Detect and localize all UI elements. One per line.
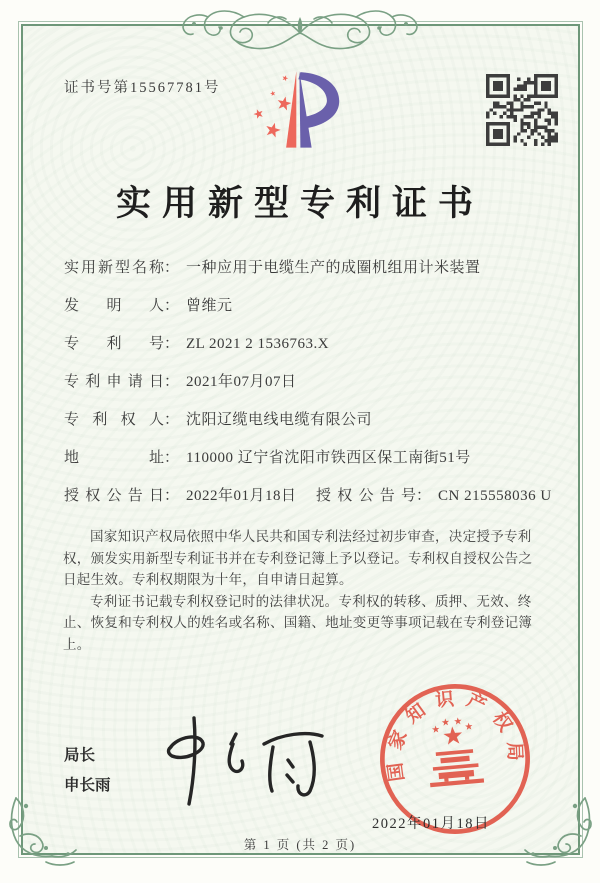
- field-value: ZL 2021 2 1536763.X: [186, 336, 330, 352]
- field-label: 授权公告号: [316, 488, 416, 504]
- legal-text: [63, 526, 541, 655]
- commissioner-title: 局长: [64, 747, 96, 764]
- qr-code: [486, 74, 558, 146]
- field-inventor: 发明人： 曾维元: [64, 298, 233, 314]
- certificate-title: 实用新型专利证书: [115, 184, 484, 223]
- field-value: 2022年01月18日: [186, 488, 297, 504]
- field-value: 2021年07月07日: [186, 374, 297, 390]
- field-filing-date: 专利申请日： 2021年07月07日: [64, 374, 297, 390]
- commissioner-name: 申长雨: [64, 777, 111, 794]
- field-label: 专利权人: [64, 412, 164, 428]
- seal-text: 国家知识产权局: [383, 688, 526, 783]
- field-label: 发明人: [64, 298, 164, 314]
- field-value: 110000 辽宁省沈阳市铁西区保工南街51号: [186, 450, 471, 466]
- legal-paragraph-1: 国家知识产权局依照中华人民共和国专利法经过初步审查，决定授予专利权，颁发实用新型专利证书并在专利登记簿上予以登记。专利权自授权公告之日起生效。专利权期限为十年，自申请日起算。: [63, 529, 533, 587]
- page-footer: 第 1 页 (共 2 页): [243, 838, 357, 852]
- field-utility-model-name: 实用新型名称： 一种应用于电缆生产的成圈机组用计米装置: [64, 260, 481, 276]
- field-value: 曾维元: [186, 298, 233, 314]
- commissioner-block: [64, 741, 111, 801]
- field-label: 专利申请日: [64, 374, 164, 390]
- legal-paragraph-2: 专利证书记载专利权登记时的法律状况。专利权的转移、质押、无效、终止、恢复和专利权人的姓名或名称、国籍、地址变更等事项记载在专利登记簿上。: [63, 593, 533, 652]
- seal-date: 2022年01月18日: [372, 816, 490, 832]
- field-value: 沈阳辽缆电线电缆有限公司: [186, 412, 373, 428]
- field-patent-number: 专利号： ZL 2021 2 1536763.X: [64, 336, 330, 352]
- field-patentee: 专利权人： 沈阳辽缆电线电缆有限公司: [64, 412, 373, 428]
- top-flourish-ornament-icon: [172, 3, 428, 55]
- field-grant-date-and-number: 授权公告日： 2022年01月18日 授权公告号： CN 215558036 U: [64, 488, 552, 504]
- field-value: CN 215558036 U: [438, 488, 552, 504]
- cnipa-logo-icon: [238, 66, 373, 168]
- field-label: 地址: [64, 450, 164, 466]
- field-rows: [64, 258, 564, 524]
- certificate-number: 证书号第15567781号: [64, 80, 221, 96]
- field-address: 地址： 110000 辽宁省沈阳市铁西区保工南街51号: [64, 450, 471, 466]
- handwritten-signature-icon: [138, 712, 343, 812]
- field-value: 一种应用于电缆生产的成圈机组用计米装置: [186, 260, 481, 276]
- field-grant-number: 授权公告号： CN 215558036 U: [316, 488, 552, 504]
- field-label: 实用新型名称: [64, 260, 164, 276]
- field-label: 专利号: [64, 336, 164, 352]
- field-label: 授权公告日: [64, 488, 164, 504]
